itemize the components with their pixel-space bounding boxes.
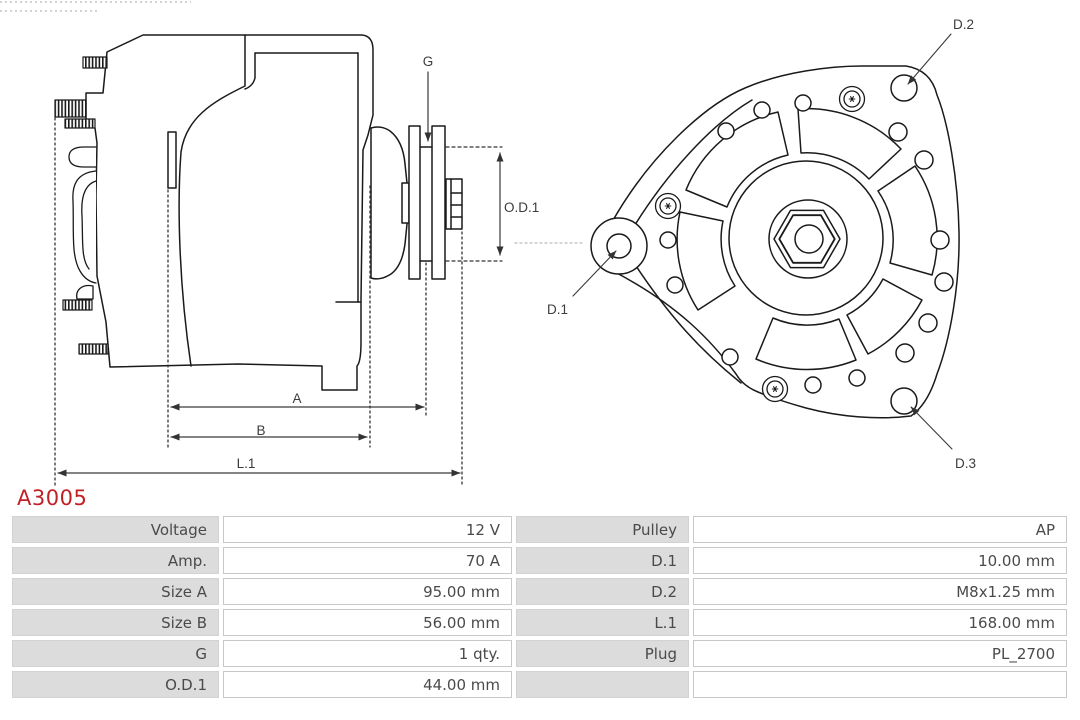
spec-label-cell: D.2 bbox=[516, 578, 689, 605]
mounting-hole-d3 bbox=[891, 388, 917, 414]
spec-value-cell: 1 qty. bbox=[223, 640, 512, 667]
dimension-a-label: A bbox=[292, 391, 302, 406]
alternator-body-outline bbox=[86, 35, 373, 390]
spec-label-cell: D.1 bbox=[516, 547, 689, 574]
terminal-bumps bbox=[69, 147, 96, 299]
spec-value-cell: 95.00 mm bbox=[223, 578, 512, 605]
spec-value-cell: 56.00 mm bbox=[223, 609, 512, 636]
pulley-spacer bbox=[402, 183, 409, 223]
spec-value-cell: 12 V bbox=[223, 516, 512, 543]
mounting-hole-d1 bbox=[607, 234, 631, 258]
spec-value-cell: 44.00 mm bbox=[223, 671, 512, 698]
part-number: A3005 bbox=[17, 486, 88, 510]
spec-label-cell: Size B bbox=[12, 609, 219, 636]
spec-value-cell: M8x1.25 mm bbox=[693, 578, 1067, 605]
spec-table bbox=[12, 516, 1067, 698]
dimension-b-label: B bbox=[256, 423, 266, 438]
spec-label-cell: O.D.1 bbox=[12, 671, 219, 698]
front-view-drawing bbox=[515, 17, 976, 471]
spec-value-cell: 10.00 mm bbox=[693, 547, 1067, 574]
pulley-flange-front bbox=[409, 126, 420, 279]
pulley bbox=[402, 126, 462, 279]
spec-value-cell: PL_2700 bbox=[693, 640, 1067, 667]
spec-label-cell: Voltage bbox=[12, 516, 219, 543]
dimension-d2-label: D.2 bbox=[953, 17, 975, 32]
shaft-hub bbox=[729, 161, 883, 315]
shaft-center-hole bbox=[795, 225, 823, 253]
spec-label-cell: Amp. bbox=[12, 547, 219, 574]
spec-label-cell: G bbox=[12, 640, 219, 667]
dimension-l1-label: L.1 bbox=[236, 456, 256, 471]
leader-d2 bbox=[908, 34, 951, 84]
dimension-od1-label: O.D.1 bbox=[504, 200, 540, 215]
spec-label-cell: Size A bbox=[12, 578, 219, 605]
spec-value-cell: AP bbox=[693, 516, 1067, 543]
mounting-lug-face bbox=[168, 132, 176, 188]
spec-value-cell: 168.00 mm bbox=[693, 609, 1067, 636]
dimension-g-label: G bbox=[422, 54, 434, 69]
spec-label-cell: Plug bbox=[516, 640, 689, 667]
side-view-drawing bbox=[55, 35, 539, 486]
shaft-nut bbox=[446, 179, 462, 229]
spec-label-cell: L.1 bbox=[516, 609, 689, 636]
leader-d3 bbox=[911, 407, 952, 449]
dimension-d1-label: D.1 bbox=[547, 302, 569, 317]
spec-label-cell: Pulley bbox=[516, 516, 689, 543]
spec-value-cell: 70 A bbox=[223, 547, 512, 574]
spec-value-cell bbox=[693, 671, 1067, 698]
watermark-dotted-lines bbox=[0, 2, 191, 11]
dimension-d3-label: D.3 bbox=[955, 456, 977, 471]
pulley-flange-rear bbox=[432, 126, 445, 279]
spec-label-cell bbox=[516, 671, 689, 698]
